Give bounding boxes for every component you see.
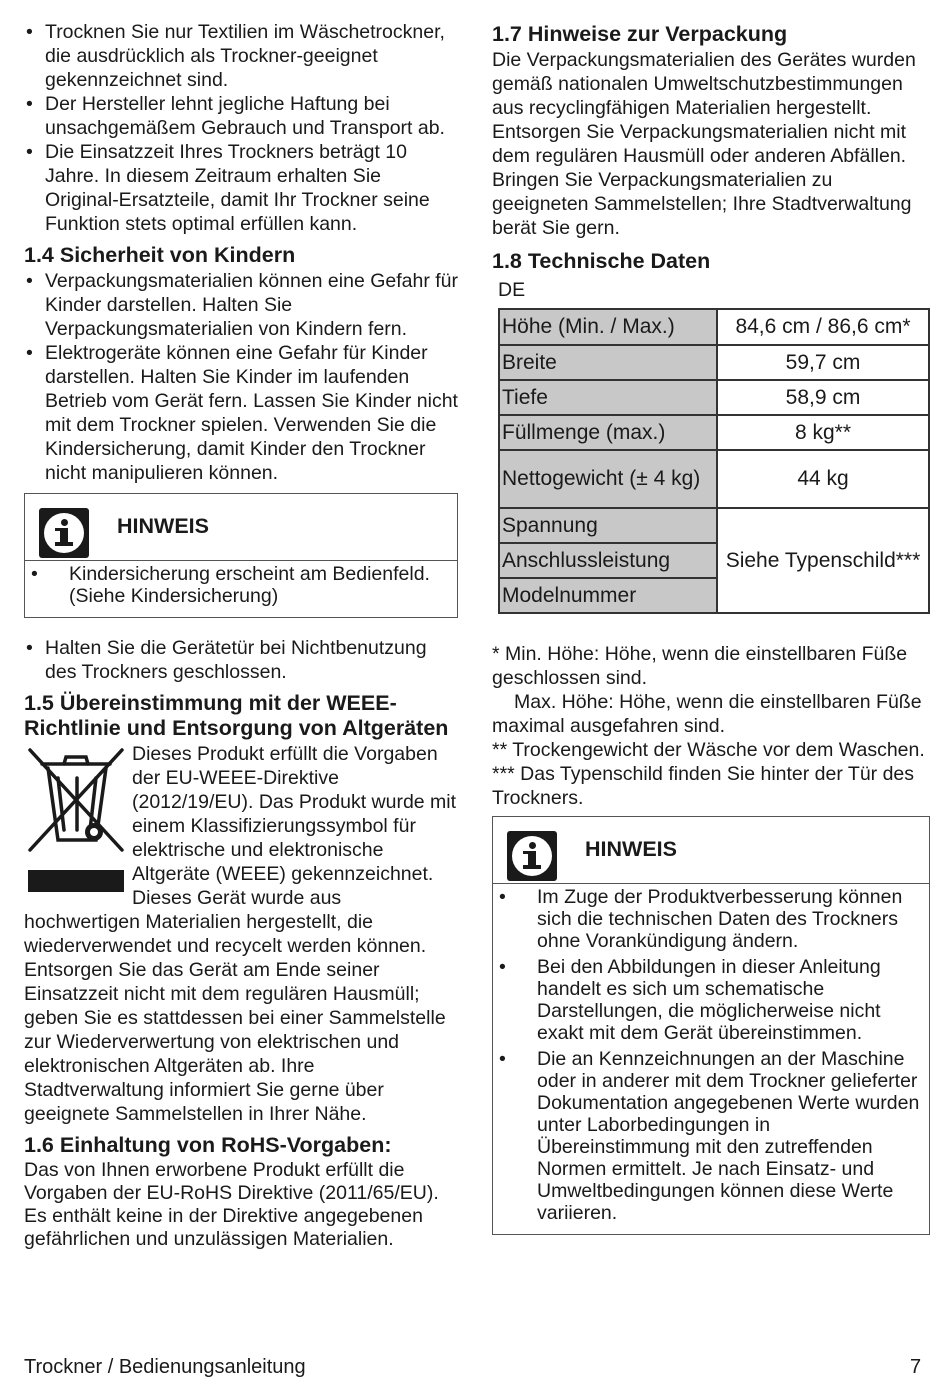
footnote: Max. Höhe: Höhe, wenn die einstellbaren Füße maximal ausgefahren sind. [492, 691, 922, 737]
list-item: • Die an Kennzeichnungen an der Maschine oder in anderer mit dem Trockner gelieferter Dokumentation angegebenen Werte wurden unter Laborbedingungen in Übereinstimmung mit den zutreffenden Normen ermittelt. Je nach Einsatz- und Umweltbedingungen können diese Werte variieren. [499, 1048, 925, 1224]
weee-crossed-bin-icon [24, 742, 128, 902]
notice-box [24, 493, 458, 618]
info-icon [39, 508, 89, 558]
footnote: *** Das Typenschild finden Sie hinter der Tür des Trockners. [492, 763, 915, 809]
section-heading-1-4: 1.4 Sicherheit von Kindern [24, 243, 296, 267]
spec-value: 8 kg** [717, 415, 929, 450]
spec-label: Spannung [499, 508, 717, 543]
section-heading-1-8: 1.8 Technische Daten [492, 249, 711, 273]
table-row [499, 415, 929, 450]
weee-text: Dieses Produkt erfüllt die Vorgaben der EU-WEEE-Direktive (2012/19/EU). Das Produkt wurde mit einem Klassifizierungssymbol für elektrische und elektronische Altgeräte (WEEE) gekennzeichnet. Dieses Gerät wurde aus hochwertigen Materialien hergestellt, die wiederverwendet und recycelt werden können. Entsorgen Sie das Gerät am Ende seiner Einsatzzeit nicht mit dem regulären Hausmüll; geben Sie es stattdessen bei einer Sammelstelle zur Wiederverwertung von elektrischen und elektronischen Altgeräten ab. Ihre Stadtverwaltung informiert Sie gerne über geeignete Sammelstellen in Ihrer Nähe. [24, 743, 457, 1125]
list-item: • Verpackungsmaterialien können eine Gefahr für Kinder darstellen. Halten Sie Verpackungsmaterialien von Kindern fern. [24, 269, 458, 341]
section-heading-1-7: 1.7 Hinweise zur Verpackung [492, 22, 788, 46]
country-code: DE [498, 279, 526, 301]
notice-box [492, 816, 930, 1235]
page-number: 7 [910, 1356, 922, 1378]
table-row [499, 309, 929, 345]
left-column [24, 20, 458, 1251]
spec-value: 59,7 cm [717, 345, 929, 380]
spec-label: Breite [499, 345, 717, 380]
weee-section [24, 742, 458, 1126]
footnotes [492, 642, 930, 810]
spec-label: Anschlussleistung [499, 543, 717, 578]
rohs-text: Das von Ihnen erworbene Produkt erfüllt die Vorgaben der EU-RoHS Direktive (2011/65/EU). Es enthält keine in der Direktive angegebenen gefährlichen und unzulässigen Materialien. [24, 1159, 439, 1250]
footer-title: Trockner / Bedienungsanleitung [24, 1356, 306, 1378]
child-safety-bullet-list [24, 269, 458, 485]
spec-label: Füllmenge (max.) [499, 415, 717, 450]
info-icon [507, 831, 557, 881]
table-row [499, 380, 929, 415]
spec-value: Siehe Typenschild*** [717, 508, 929, 613]
list-item: • Trocknen Sie nur Textilien im Wäschetrockner, die ausdrücklich als Trockner-geeignet gekennzeichnet sind. [24, 20, 458, 92]
door-bullet-list [24, 636, 458, 684]
notice-list [25, 561, 457, 617]
notice-header [493, 817, 929, 884]
list-item: • Bei den Abbildungen in dieser Anleitung handelt es sich um schematische Darstellungen, die möglicherweise nicht exakt mit dem Gerät übereinstimmen. [499, 956, 925, 1044]
spec-table [498, 308, 930, 614]
table-row [499, 345, 929, 380]
footnote: ** Trockengewicht der Wäsche vor dem Waschen. [492, 739, 925, 761]
spec-value: 58,9 cm [717, 380, 929, 415]
spec-label: Nettogewicht (± 4 kg) [499, 450, 717, 508]
notice-title: HINWEIS [585, 837, 677, 861]
right-column [492, 20, 930, 1235]
list-item: • Der Hersteller lehnt jegliche Haftung bei unsachgemäßem Gebrauch und Transport ab. [24, 92, 458, 140]
intro-bullet-list [24, 20, 458, 236]
spec-value: 84,6 cm / 86,6 cm* [717, 309, 929, 345]
section-heading-1-5: 1.5 Übereinstimmung mit der WEEE-Richtlinie und Entsorgung von Altgeräten [24, 691, 449, 740]
list-item: • Im Zuge der Produktverbesserung können sich die technischen Daten des Trockners ohne Vorankündigung ändern. [499, 886, 925, 952]
list-item: • Halten Sie die Gerätetür bei Nichtbenutzung des Trockners geschlossen. [24, 636, 458, 684]
spec-value: 44 kg [717, 450, 929, 508]
packaging-text: Die Verpackungsmaterialien des Gerätes wurden gemäß nationalen Umweltschutzbestimmungen aus recyclingfähigen Materialien hergestellt. Entsorgen Sie Verpackungsmaterialien nicht mit dem regulären Hausmüll oder anderen Abfällen. Bringen Sie Verpackungsmaterialien zu geeigneten Sammelstellen; Ihre Stadtverwaltung berät Sie gern. [492, 49, 916, 239]
list-item: • Die Einsatzzeit Ihres Trockners beträgt 10 Jahre. In diesem Zeitraum erhalten Sie Original-Ersatzteile, damit Ihr Trockner seine Funktion stets optimal erfüllen kann. [24, 140, 458, 236]
notice-list [493, 884, 929, 1234]
list-item: • Elektrogeräte können eine Gefahr für Kinder darstellen. Halten Sie Kinder im laufenden Betrieb vom Gerät fern. Lassen Sie Kinder nicht mit dem Trockner spielen. Verwenden Sie die Kindersicherung, damit Kinder den Trockner nicht manipulieren können. [24, 341, 458, 485]
section-heading-1-6: 1.6 Einhaltung von RoHS-Vorgaben: [24, 1133, 392, 1157]
footnote: * Min. Höhe: Höhe, wenn die einstellbaren Füße geschlossen sind. [492, 643, 908, 689]
spec-label: Höhe (Min. / Max.) [499, 309, 717, 345]
table-row [499, 508, 929, 543]
list-item: • Kindersicherung erscheint am Bedienfeld. (Siehe Kindersicherung) [31, 563, 453, 607]
notice-header [25, 494, 457, 561]
table-row [499, 450, 929, 508]
spec-label: Tiefe [499, 380, 717, 415]
spec-label: Modelnummer [499, 578, 717, 613]
notice-title: HINWEIS [117, 514, 209, 538]
